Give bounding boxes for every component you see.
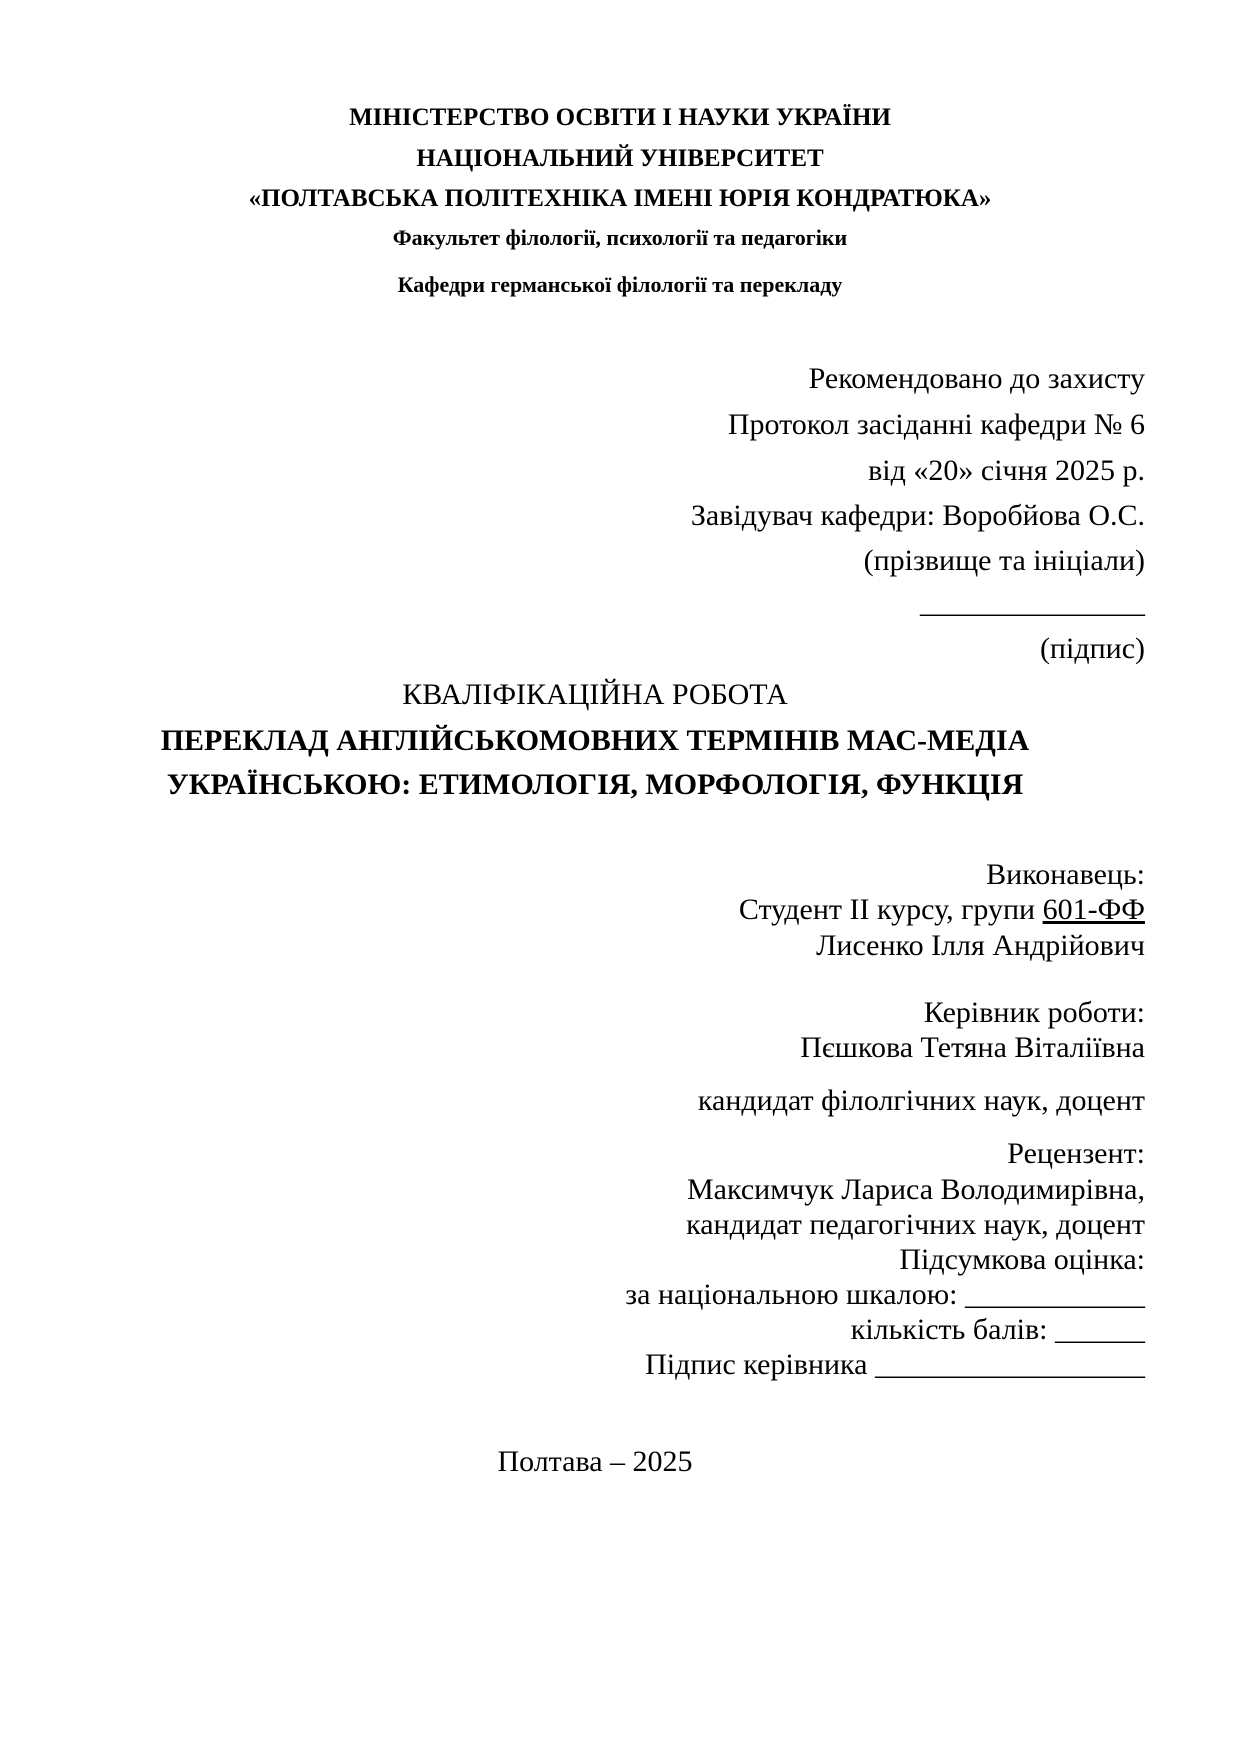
- student-course: Студент ІІ курсу, групи: [738, 893, 1043, 926]
- university-heading: НАЦІОНАЛЬНИЙ УНІВЕРСИТЕТ: [416, 145, 824, 172]
- ministry-heading: МІНІСТЕРСТВО ОСВІТИ І НАУКИ УКРАЇНИ: [349, 104, 891, 131]
- author-name: Лисенко Ілля Андрійович: [816, 929, 1145, 962]
- university-name-heading: «ПОЛТАВСЬКА ПОЛІТЕХНІКА ІМЕНІ ЮРІЯ КОНДРАТЮКА»: [248, 185, 992, 212]
- final-grade-label: Підсумкова оцінка:: [899, 1243, 1145, 1276]
- reviewer-label: Рецензент:: [1007, 1137, 1145, 1170]
- protocol-text: Протокол засіданні кафедри № 6: [727, 408, 1145, 441]
- signature-line: _______________: [920, 586, 1145, 619]
- department-head: Завідувач кафедри: Воробйова О.С.: [690, 499, 1145, 532]
- supervisor-name: Пєшкова Тетяна Віталіївна: [800, 1031, 1145, 1064]
- reviewer-degree: кандидат педагогічних наук, доцент: [686, 1208, 1145, 1241]
- reviewer-name: Максимчук Лариса Володимирівна,: [687, 1173, 1145, 1206]
- national-scale-field: за національною шкалою: ____________: [625, 1278, 1145, 1311]
- supervisor-degree: кандидат філолгічних наук, доцент: [697, 1084, 1145, 1117]
- points-field: кількість балів: ______: [850, 1313, 1145, 1346]
- work-type: КВАЛІФІКАЦІЙНА РОБОТА: [402, 678, 788, 711]
- supervisor-signature-field: Підпис керівника __________________: [645, 1348, 1145, 1381]
- head-name-hint: (прізвище та ініціали): [863, 544, 1145, 577]
- recommended-text: Рекомендовано до захисту: [808, 362, 1145, 395]
- work-title-line-1: ПЕРЕКЛАД АНГЛІЙСЬКОМОВНИХ ТЕРМІНІВ МАС-МЕДІА: [160, 724, 1030, 757]
- faculty-heading: Факультет філології, психології та педагогіки: [392, 225, 848, 250]
- student-group: 601-ФФ: [1042, 893, 1145, 926]
- author-label: Виконавець:: [986, 858, 1145, 891]
- student-info: [739, 893, 1145, 927]
- supervisor-label: Керівник роботи:: [923, 996, 1145, 1029]
- work-title-line-2: УКРАЇНСЬКОЮ: ЕТИМОЛОГІЯ, МОРФОЛОГІЯ, ФУНКЦІЯ: [166, 768, 1024, 801]
- protocol-date: від «20» січня 2025 р.: [868, 454, 1145, 487]
- city-year: Полтава – 2025: [497, 1445, 693, 1478]
- signature-hint: (підпис): [1039, 632, 1145, 665]
- department-heading: Кафедри германської філології та перекладу: [397, 272, 843, 297]
